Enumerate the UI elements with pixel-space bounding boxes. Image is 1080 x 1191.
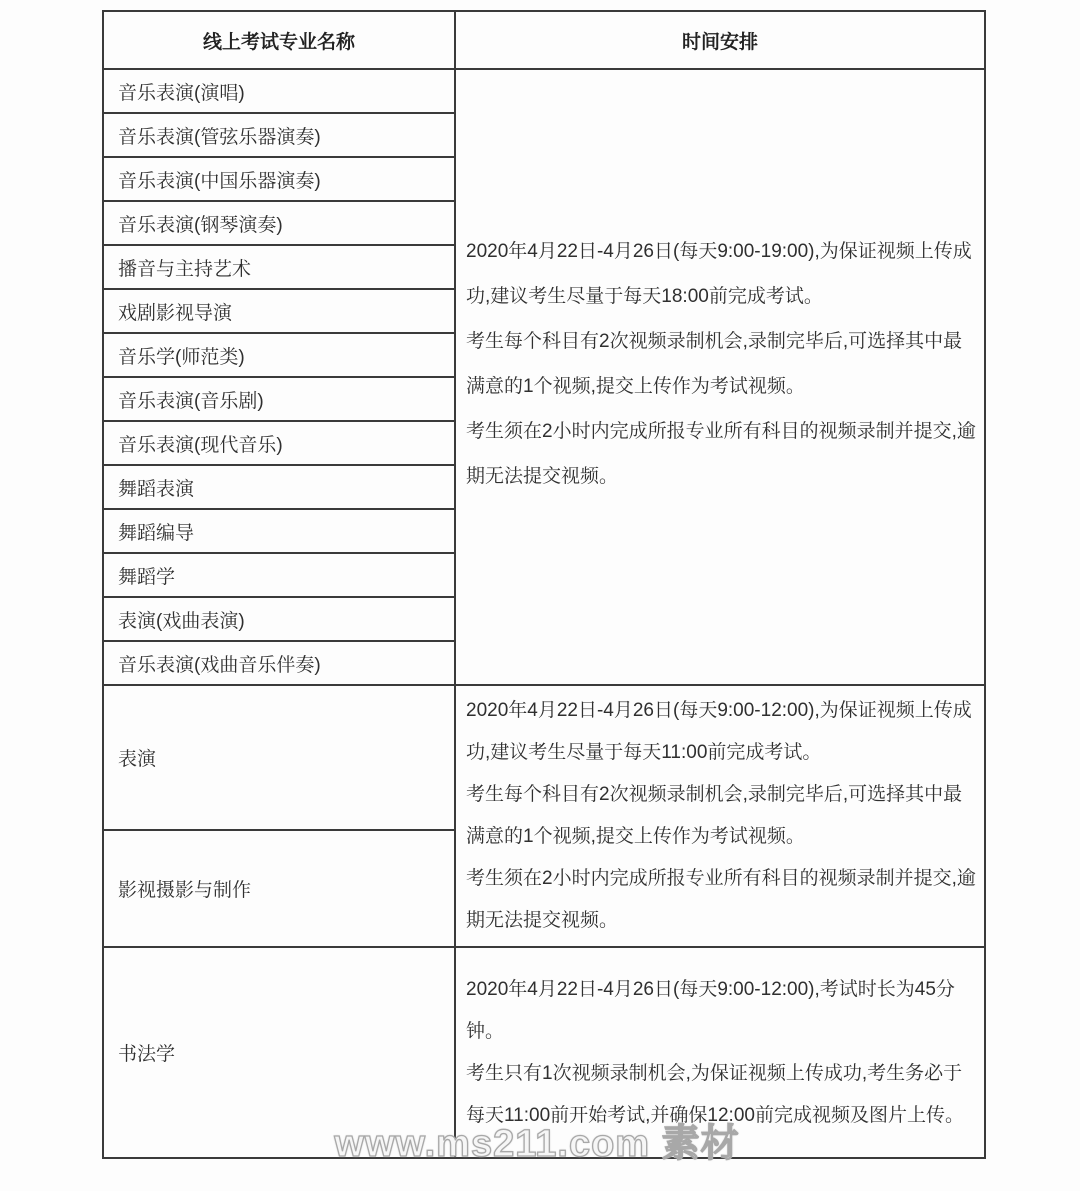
schedule-paragraph: 2020年4月22日-4月26日(每天9:00-12:00),为保证视频上传成功,建议考生尽量于每天11:00前完成考试。 [466,700,972,763]
major-cell: 音乐表演(钢琴演奏) [103,201,455,245]
major-cell: 戏剧影视导演 [103,289,455,333]
schedule-paragraph: 考生须在2小时内完成所报专业所有科目的视频录制并提交,逾期无法提交视频。 [466,868,976,931]
major-cell: 音乐表演(管弦乐器演奏) [103,113,455,157]
schedule-paragraph: 考生每个科目有2次视频录制机会,录制完毕后,可选择其中最满意的1个视频,提交上传作为考试视频。 [466,331,963,397]
exam-schedule-table [102,10,986,1159]
major-cell: 表演 [103,685,455,830]
site-watermark: www.ms211.com 素材 [334,1123,740,1165]
schedule-cell-section2 [455,685,985,947]
major-cell: 音乐表演(演唱) [103,69,455,113]
schedule-paragraph: 考生每个科目有2次视频录制机会,录制完毕后,可选择其中最满意的1个视频,提交上传作为考试视频。 [466,784,963,847]
major-cell: 音乐表演(中国乐器演奏) [103,157,455,201]
major-cell: 音乐学(师范类) [103,333,455,377]
schedule-cell-section3 [455,947,985,1158]
schedule-paragraph: 2020年4月22日-4月26日(每天9:00-12:00),考试时长为45分钟。 [466,978,955,1042]
schedule-paragraph: 考生只有1次视频录制机会,为保证视频上传成功,考生务必于每天11:00前开始考试,并确保12:00前完成视频及图片上传。 [466,1062,964,1126]
schedule-cell-section1 [455,69,985,685]
major-cell: 影视摄影与制作 [103,830,455,947]
header-row [103,11,985,69]
major-cell: 舞蹈表演 [103,465,455,509]
schedule-paragraph: 2020年4月22日-4月26日(每天9:00-19:00),为保证视频上传成功,建议考生尽量于每天18:00前完成考试。 [466,241,972,307]
major-cell: 舞蹈学 [103,553,455,597]
header-schedule-column: 时间安排 [455,11,985,69]
major-cell: 书法学 [103,947,455,1158]
header-major-column: 线上考试专业名称 [103,11,455,69]
major-cell: 舞蹈编导 [103,509,455,553]
table-row [103,947,985,1158]
table-row [103,69,985,113]
major-cell: 音乐表演(音乐剧) [103,377,455,421]
table-row [103,685,985,830]
major-cell: 表演(戏曲表演) [103,597,455,641]
major-cell: 播音与主持艺术 [103,245,455,289]
schedule-paragraph: 考生须在2小时内完成所报专业所有科目的视频录制并提交,逾期无法提交视频。 [466,421,976,487]
major-cell: 音乐表演(戏曲音乐伴奏) [103,641,455,685]
major-cell: 音乐表演(现代音乐) [103,421,455,465]
